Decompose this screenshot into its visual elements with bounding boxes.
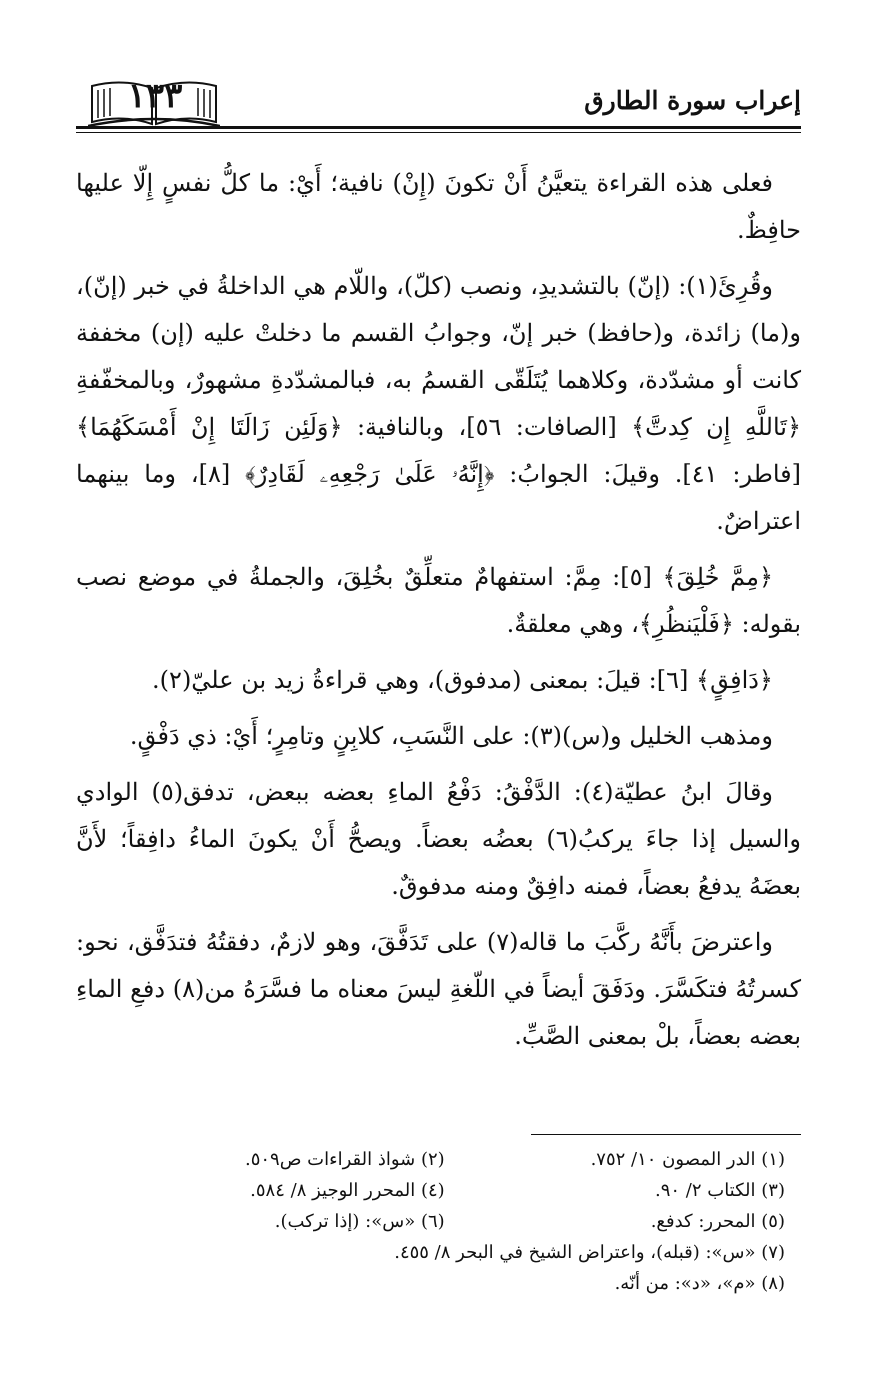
- header-rule-thick: [76, 126, 801, 129]
- footnote-2: (٢) شواذ القراءات ص٥٠٩.: [244, 1149, 445, 1170]
- footnote-8: (٨) «م»، «د»: من أنّه.: [614, 1273, 785, 1294]
- running-header-title: إعراب سورة الطارق: [584, 86, 801, 115]
- footnote-6: (٦) «س»: (إذا تركب).: [274, 1211, 445, 1232]
- footnote-1: (١) الدر المصون ١٠/ ٧٥٢.: [590, 1149, 785, 1170]
- footnote-4: (٤) المحرر الوجيز ٨/ ٥٨٤.: [250, 1180, 445, 1201]
- footnotes: [76, 1144, 785, 1299]
- footnote-3: (٣) الكتاب ٢/ ٩٠.: [654, 1180, 785, 1201]
- main-text: [76, 160, 801, 1069]
- paragraph-6: وقالَ ابنُ عطيّة(٤): الدَّفْقُ: دَفْعُ الماءِ بعضه ببعض، تدفق(٥) الوادي والسيل إذا جاءَ يركبُ(٦) بعضُه بعضاً. ويصحُّ أَنْ يكونَ الماءُ دافِقاً؛ لأَنَّ بعضَهُ يدفعُ بعضاً، فمنه دافِقٌ ومنه مدفوقٌ.: [76, 778, 801, 900]
- paragraph-3: ﴿مِمَّ خُلِقَ﴾ [٥]: مِمَّ: استفهامٌ متعلِّقٌ بخُلِقَ، والجملةُ في موضع نصب بقوله: ﴿فَلْيَنظُرِ﴾، وهي معلقةٌ.: [76, 563, 801, 638]
- page-number: ١٣٣: [127, 76, 183, 116]
- paragraph-4: ﴿دَافِقٍ﴾ [٦]: قيلَ: بمعنى (مدفوق)، وهي قراءةُ زيد بن عليّ(٢).: [152, 666, 773, 694]
- paragraph-2: وقُرِئَ(١): (إنّ) بالتشديدِ، ونصب (كلّ)، واللّام هي الداخلةُ في خبر (إنّ)، و(ما) زائدة، و(حافظ) خبر إنّ، وجوابُ القسم ما دخلتْ عليه (إن) مخففة كانت أو مشدّدة، وكلاهما يُتَلَقّى القسمُ به، فبالمشدّدةِ مشهورٌ، وبالمخفّفةِ ﴿تَاللَّهِ إِن كِدتَّ﴾ [الصافات: ٥٦]، وبالنافية: ﴿وَلَئِن زَالَتَا إِنْ أَمْسَكَهُمَا﴾ [فاطر: ٤١]. وقيلَ: الجوابُ: ﴿إِنَّهُۥ عَلَىٰ رَجْعِهِۦ لَقَادِرٌ﴾ [٨]، وما بينهما اعتراضٌ.: [76, 272, 802, 535]
- footnote-row: [76, 1144, 785, 1175]
- footnote-row: [76, 1175, 785, 1206]
- footnote-row: [76, 1206, 785, 1237]
- footnote-rule: [531, 1134, 801, 1135]
- paragraph-5: ومذهب الخليل و(س)(٣): على النَّسَبِ، كلابِنٍ وتامِرٍ؛ أَيْ: ذي دَفْقٍ.: [129, 722, 773, 750]
- header-rule-thin: [76, 132, 801, 133]
- paragraph-7: واعترضَ بأَنَّهُ ركَّبَ ما قاله(٧) على تَدَفَّقَ، وهو لازمٌ، دفقتُهُ فتدَفَّق، نحو: كسرتُهُ فتكَسَّرَ. ودَفَقَ أيضاً في اللّغةِ ليسَ معناه ما فسَّرَهُ من(٨) دفعِ الماءِ بعضه بعضاً، بلْ بمعنى الصَّبِّ.: [76, 928, 801, 1050]
- footnote-5: (٥) المحرر: كدفع.: [650, 1211, 785, 1232]
- footnote-7: (٧) «س»: (قبله)، واعتراض الشيخ في البحر ٨/ ٤٥٥.: [394, 1242, 785, 1263]
- paragraph-1: فعلى هذه القراءة يتعيَّنُ أَنْ تكونَ (إِنْ) نافية؛ أَيْ: ما كلُّ نفسٍ إِلّا عليها حافِظٌ.: [76, 169, 801, 244]
